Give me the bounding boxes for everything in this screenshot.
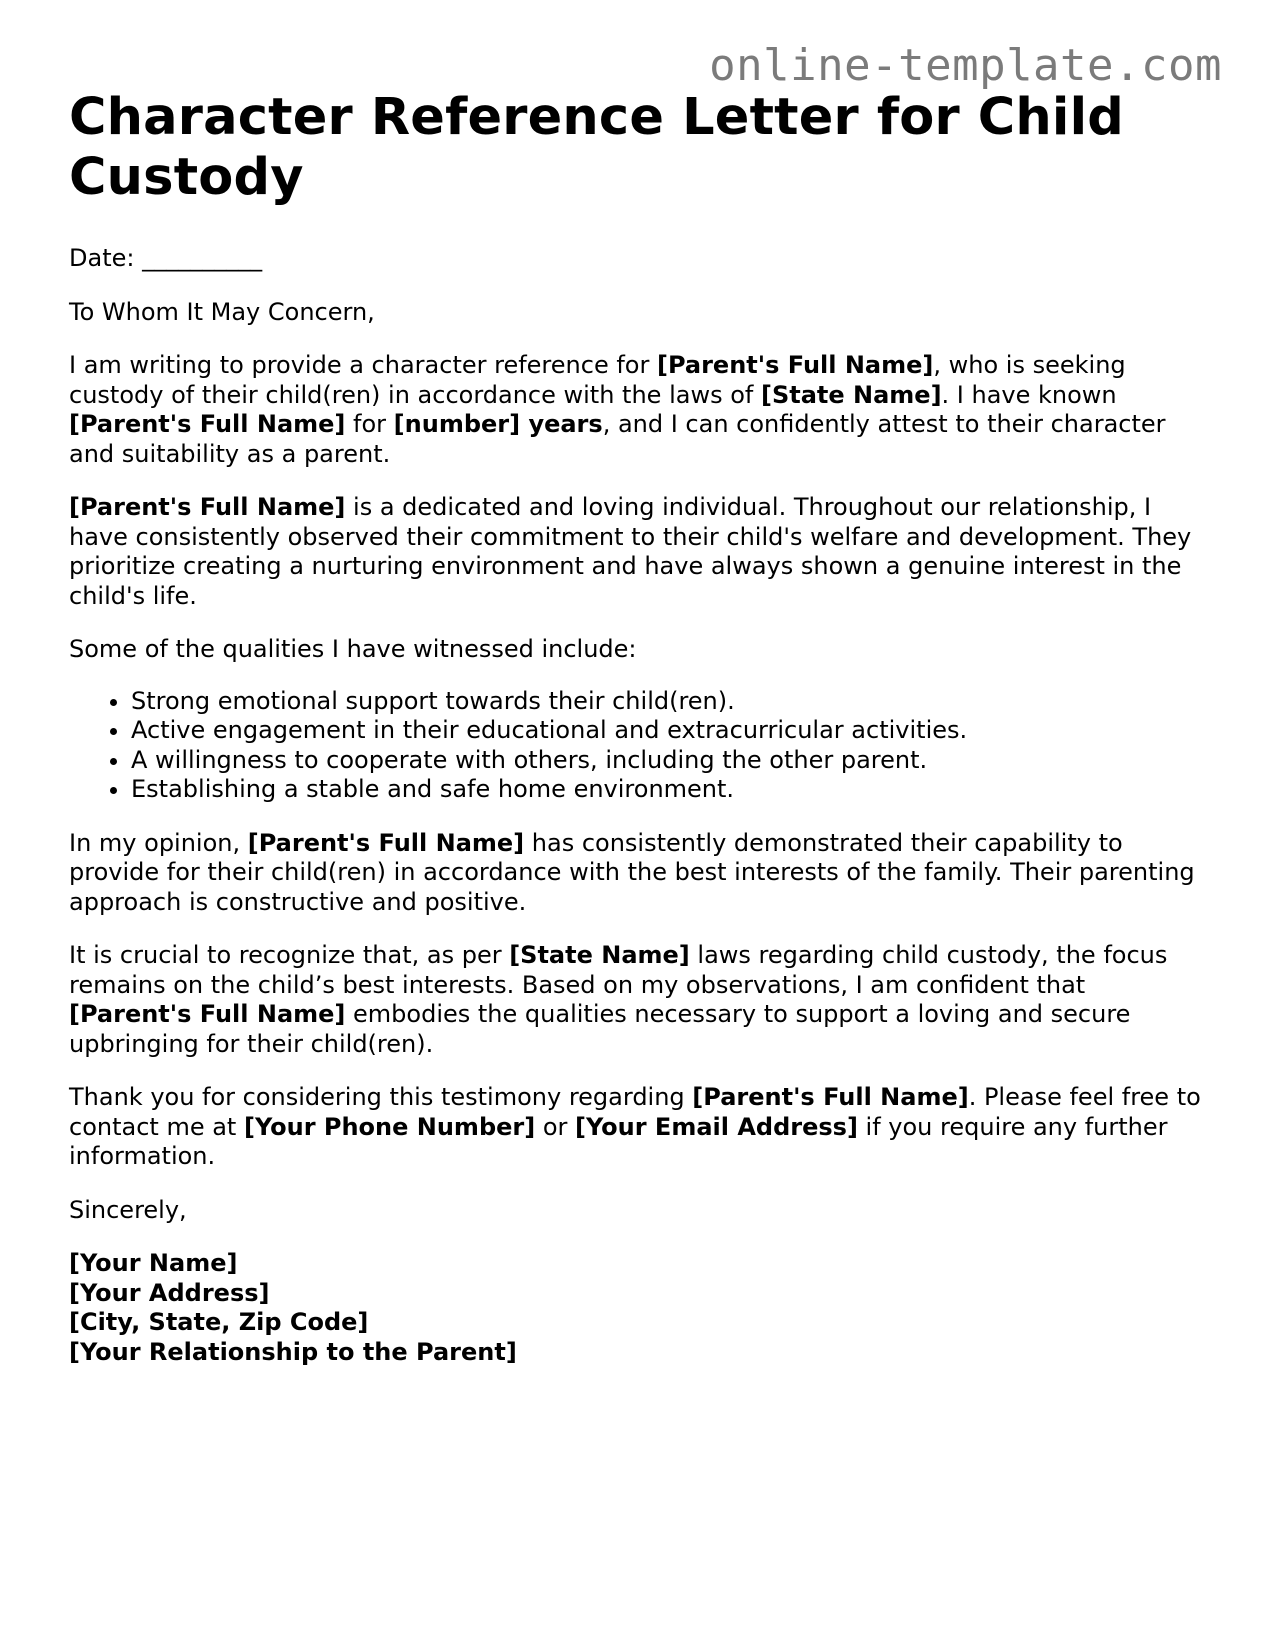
paragraph-law bbox=[69, 941, 1209, 1059]
text-run: if you require any further information. bbox=[69, 1112, 1168, 1170]
paragraph-character bbox=[69, 493, 1209, 611]
parent-name-placeholder: [Parent's Full Name] bbox=[247, 828, 525, 857]
text-run: laws regarding child custody, the focus remains on the child’s best interests. Based on my observations, I am confident that bbox=[69, 941, 1168, 999]
list-item: • Establishing a stable and safe home environment. bbox=[131, 775, 1209, 805]
phone-placeholder: [Your Phone Number] bbox=[243, 1112, 536, 1141]
signature-address: [Your Address] bbox=[69, 1278, 270, 1307]
text-run: , who is seeking custody of their child(ren) in accordance with the laws of bbox=[69, 351, 1126, 409]
text-run: embodies the qualities necessary to support a loving and secure upbringing for their child(ren). bbox=[69, 1000, 1131, 1058]
parent-name-placeholder: [Parent's Full Name] bbox=[692, 1083, 969, 1111]
letter-document bbox=[69, 88, 1209, 1367]
list-item: • Active engagement in their educational and extracurricular activities. bbox=[131, 716, 1209, 746]
paragraph-opinion bbox=[69, 829, 1209, 918]
watermark: online-template.com bbox=[709, 40, 1222, 91]
text-run: , and I can confidently attest to their character and suitability as a parent. bbox=[69, 410, 1166, 468]
email-placeholder: [Your Email Address] bbox=[575, 1112, 858, 1141]
text-run: I am writing to provide a character reference for bbox=[69, 351, 657, 379]
state-name-placeholder: [State Name] bbox=[509, 941, 690, 969]
signature-city-state-zip: [City, State, Zip Code] bbox=[69, 1308, 369, 1336]
text-run: In my opinion, bbox=[69, 828, 248, 857]
signature-name: [Your Name] bbox=[69, 1249, 238, 1277]
parent-name-placeholder: [Parent's Full Name] bbox=[656, 351, 934, 379]
text-run: It is crucial to recognize that, as per bbox=[69, 941, 510, 969]
list-item: • Strong emotional support towards their child(ren). bbox=[131, 687, 1209, 717]
text-run: for bbox=[345, 410, 394, 438]
salutation: To Whom It May Concern, bbox=[69, 297, 375, 326]
text-run: is a dedicated and loving individual. Throughout our relationship, I have consistently observed their commitment to their child's welfare and development. They prioritize creating a nurturing environment and have always shown a genuine interest in the child's life. bbox=[69, 493, 1192, 610]
signature-relationship: [Your Relationship to the Parent] bbox=[69, 1337, 517, 1366]
qualities-intro: Some of the qualities I have witnessed include: bbox=[69, 635, 637, 663]
date-line: Date: __________ bbox=[69, 244, 263, 272]
qualities-list bbox=[69, 687, 1209, 805]
text-run: has consistently demonstrated their capability to provide for their child(ren) in accordance with the best interests of the family. Their parenting approach is constructive and positive. bbox=[69, 828, 1195, 916]
paragraph-introduction bbox=[69, 351, 1209, 469]
page-title: Character Reference Letter for Child Custody bbox=[69, 88, 1124, 207]
signature-block bbox=[69, 1249, 1209, 1367]
parent-name-placeholder: [Parent's Full Name] bbox=[69, 493, 346, 521]
parent-name-placeholder: [Parent's Full Name] bbox=[69, 1000, 346, 1028]
closing: Sincerely, bbox=[69, 1195, 187, 1224]
text-run: or bbox=[535, 1112, 576, 1141]
paragraph-contact bbox=[69, 1083, 1209, 1172]
parent-name-placeholder: [Parent's Full Name] bbox=[69, 410, 346, 438]
list-item: • A willingness to cooperate with others, including the other parent. bbox=[131, 746, 1209, 776]
letter-body bbox=[69, 244, 1209, 1367]
years-placeholder: [number] years bbox=[393, 410, 603, 438]
text-run: . I have known bbox=[941, 380, 1117, 409]
state-name-placeholder: [State Name] bbox=[760, 380, 942, 409]
text-run: Thank you for considering this testimony regarding bbox=[69, 1083, 693, 1111]
text-run: . Please feel free to contact me at bbox=[69, 1083, 1201, 1141]
